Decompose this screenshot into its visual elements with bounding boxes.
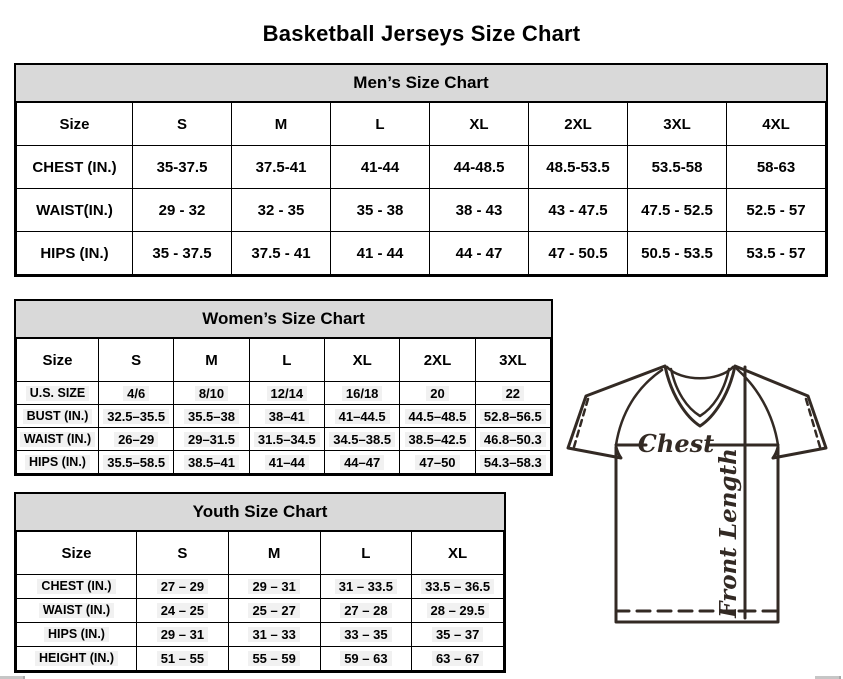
table-cell: 53.5 - 57 [727, 232, 826, 275]
table-cell: 16/18 [324, 382, 399, 405]
table-cell: 58-63 [727, 146, 826, 189]
table-cell: 37.5-41 [232, 146, 331, 189]
table-cell: 31 – 33 [228, 623, 320, 647]
table-cell: 41 - 44 [331, 232, 430, 275]
jersey-outline [568, 366, 826, 622]
column-header-cell: L [331, 103, 430, 146]
table-cell: 31 – 33.5 [320, 575, 412, 599]
front-length-label: Front Length [715, 448, 742, 618]
table-cell: 38.5–41 [174, 451, 249, 474]
table-cell: 33.5 – 36.5 [412, 575, 504, 599]
table-cell: 31.5–34.5 [249, 428, 324, 451]
row-label-cell: HEIGHT (IN.) [17, 647, 137, 671]
table-cell: 22 [475, 382, 550, 405]
chest-label: Chest [637, 429, 715, 458]
table-row [17, 623, 504, 647]
row-label-cell: WAIST (IN.) [17, 599, 137, 623]
table-row [17, 428, 551, 451]
table-cell: 12/14 [249, 382, 324, 405]
column-header-cell: M [228, 532, 320, 575]
table-cell: 51 – 55 [137, 647, 229, 671]
header-row [17, 339, 551, 382]
table-row [17, 575, 504, 599]
table-cell: 52.5 - 57 [727, 189, 826, 232]
table-cell: 46.8–50.3 [475, 428, 550, 451]
table-cell: 35.5–58.5 [99, 451, 174, 474]
table-cell: 26–29 [99, 428, 174, 451]
table-cell: 59 – 63 [320, 647, 412, 671]
size-header-cell: Size [17, 339, 99, 382]
mens-size-table [16, 102, 826, 275]
header-row [17, 532, 504, 575]
row-label-cell: BUST (IN.) [17, 405, 99, 428]
row-label-cell: HIPS (IN.) [17, 623, 137, 647]
row-label-cell: HIPS (IN.) [17, 232, 133, 275]
row-label-cell: HIPS (IN.) [17, 451, 99, 474]
column-header-cell: 2XL [400, 339, 475, 382]
table-cell: 29 – 31 [228, 575, 320, 599]
table-row [17, 146, 826, 189]
row-label-cell: WAIST(IN.) [17, 189, 133, 232]
table-cell: 25 – 27 [228, 599, 320, 623]
row-label-cell: U.S. SIZE [17, 382, 99, 405]
table-cell: 32 - 35 [232, 189, 331, 232]
youth-size-table [16, 531, 504, 671]
column-header-cell: M [232, 103, 331, 146]
table-cell: 37.5 - 41 [232, 232, 331, 275]
mens-chart-title: Men’s Size Chart [16, 65, 826, 102]
table-cell: 20 [400, 382, 475, 405]
table-cell: 44-48.5 [430, 146, 529, 189]
table-row [17, 232, 826, 275]
column-header-cell: XL [430, 103, 529, 146]
table-cell: 47 - 50.5 [529, 232, 628, 275]
size-header-cell: Size [17, 532, 137, 575]
table-cell: 44 - 47 [430, 232, 529, 275]
table-cell: 38 - 43 [430, 189, 529, 232]
header-row [17, 103, 826, 146]
table-cell: 44–47 [324, 451, 399, 474]
table-cell: 43 - 47.5 [529, 189, 628, 232]
table-cell: 41–44.5 [324, 405, 399, 428]
row-label-cell: CHEST (IN.) [17, 575, 137, 599]
column-header-cell: 3XL [475, 339, 550, 382]
womens-chart-title: Women’s Size Chart [16, 301, 551, 338]
column-header-cell: 4XL [727, 103, 826, 146]
table-cell: 41–44 [249, 451, 324, 474]
table-cell: 35-37.5 [133, 146, 232, 189]
mens-size-chart [14, 63, 828, 277]
table-cell: 4/6 [99, 382, 174, 405]
table-cell: 8/10 [174, 382, 249, 405]
column-header-cell: L [320, 532, 412, 575]
column-header-cell: 2XL [529, 103, 628, 146]
table-row [17, 189, 826, 232]
collar-back-line [667, 367, 733, 378]
table-cell: 55 – 59 [228, 647, 320, 671]
table-cell: 33 – 35 [320, 623, 412, 647]
youth-size-chart [14, 492, 506, 673]
table-cell: 50.5 - 53.5 [628, 232, 727, 275]
size-header-cell: Size [17, 103, 133, 146]
table-cell: 54.3–58.3 [475, 451, 550, 474]
table-cell: 35.5–38 [174, 405, 249, 428]
row-label-cell: WAIST (IN.) [17, 428, 99, 451]
youth-chart-title: Youth Size Chart [16, 494, 504, 531]
table-cell: 48.5-53.5 [529, 146, 628, 189]
table-cell: 35 – 37 [412, 623, 504, 647]
table-cell: 52.8–56.5 [475, 405, 550, 428]
table-row [17, 405, 551, 428]
column-header-cell: S [133, 103, 232, 146]
table-cell: 44.5–48.5 [400, 405, 475, 428]
table-cell: 28 – 29.5 [412, 599, 504, 623]
page-title: Basketball Jerseys Size Chart [262, 20, 581, 46]
table-cell: 32.5–35.5 [99, 405, 174, 428]
womens-size-table [16, 338, 551, 474]
jersey-measurement-diagram [555, 355, 843, 645]
table-cell: 34.5–38.5 [324, 428, 399, 451]
column-header-cell: XL [412, 532, 504, 575]
womens-size-chart [14, 299, 553, 476]
table-cell: 29–31.5 [174, 428, 249, 451]
table-cell: 38–41 [249, 405, 324, 428]
table-cell: 27 – 29 [137, 575, 229, 599]
table-cell: 27 – 28 [320, 599, 412, 623]
table-row [17, 451, 551, 474]
column-header-cell: S [99, 339, 174, 382]
table-cell: 35 - 37.5 [133, 232, 232, 275]
table-cell: 47.5 - 52.5 [628, 189, 727, 232]
table-cell: 29 - 32 [133, 189, 232, 232]
table-cell: 47–50 [400, 451, 475, 474]
column-header-cell: 3XL [628, 103, 727, 146]
column-header-cell: XL [324, 339, 399, 382]
table-row [17, 647, 504, 671]
table-row [17, 382, 551, 405]
table-cell: 63 – 67 [412, 647, 504, 671]
table-row [17, 599, 504, 623]
table-cell: 35 - 38 [331, 189, 430, 232]
column-header-cell: S [137, 532, 229, 575]
table-cell: 24 – 25 [137, 599, 229, 623]
column-header-cell: L [249, 339, 324, 382]
table-cell: 41-44 [331, 146, 430, 189]
row-label-cell: CHEST (IN.) [17, 146, 133, 189]
table-cell: 29 – 31 [137, 623, 229, 647]
table-cell: 53.5-58 [628, 146, 727, 189]
table-cell: 38.5–42.5 [400, 428, 475, 451]
column-header-cell: M [174, 339, 249, 382]
